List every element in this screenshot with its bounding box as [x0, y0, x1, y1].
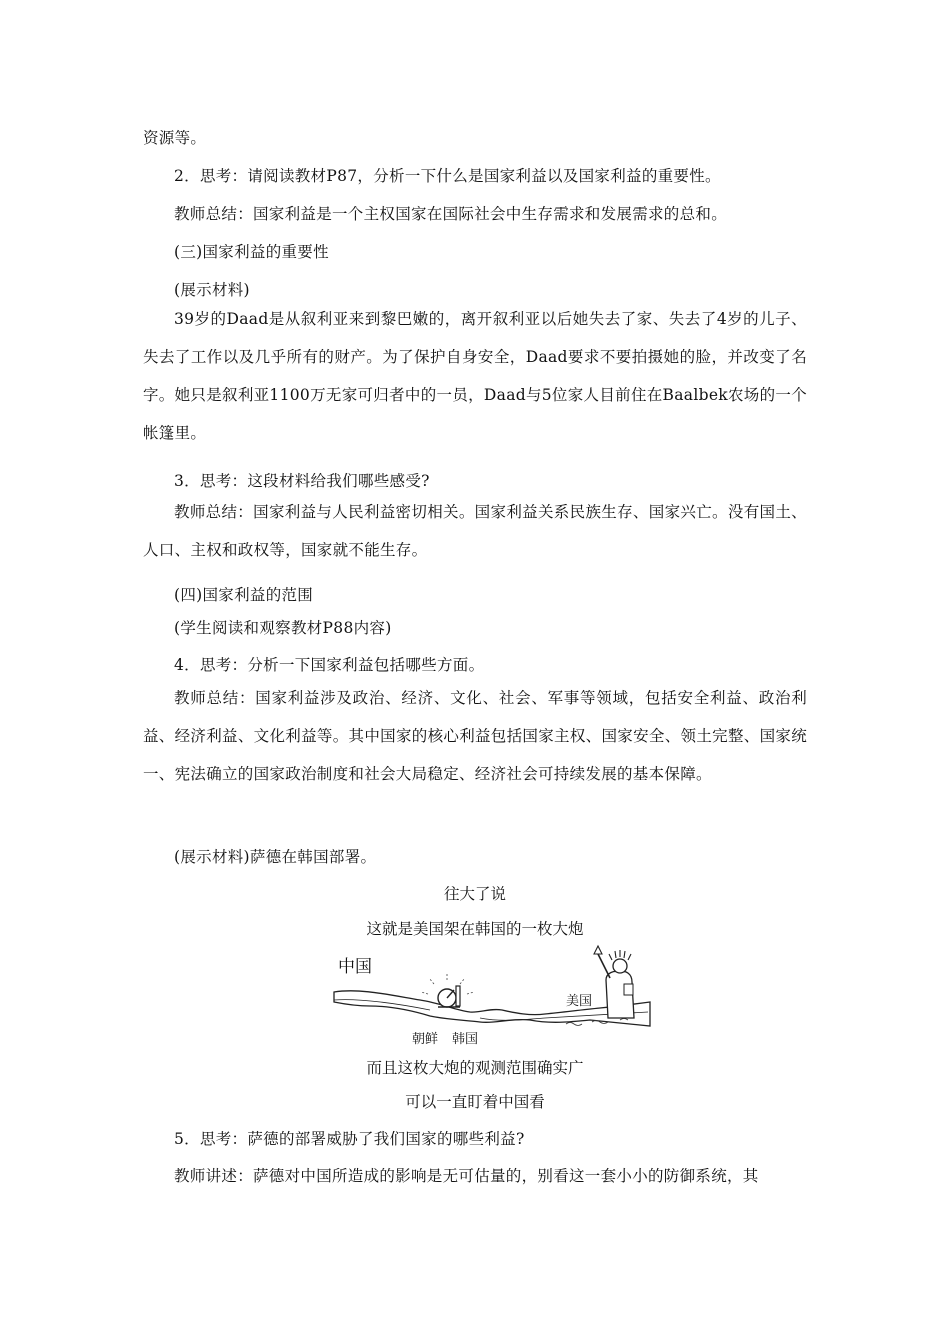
- show-material-thaad: (展示材料)萨德在韩国部署。: [174, 848, 377, 866]
- student-reading-note: (学生阅读和观察教材P88内容): [174, 619, 392, 637]
- teacher-summary-2: 教师总结：国家利益与人民利益密切相关。国家利益关系民族生存、国家兴亡。没有国土、人口、主权和政权等，国家就不能生存。: [143, 503, 807, 559]
- teacher-summary-1: 教师总结：国家利益是一个主权国家在国际社会中生存需求和发展需求的总和。: [174, 205, 728, 223]
- teacher-narration: 教师讲述：萨德对中国所造成的影响是无可估量的，别看这一套小小的防御系统，其: [174, 1167, 759, 1185]
- section-heading-3: (三)国家利益的重要性: [174, 243, 329, 261]
- question-2: 2．思考：请阅读教材P87，分析一下什么是国家利益以及国家利益的重要性。: [174, 167, 721, 185]
- figure-caption-top-2: 这就是美国架在韩国的一枚大炮: [366, 920, 584, 938]
- figure-caption-top-1: 往大了说: [443, 885, 506, 903]
- material-paragraph: 39岁的Daad是从叙利亚来到黎巴嫩的，离开叙利亚以后她失去了家、失去了4岁的儿子、失去了工作以及几乎所有的财产。为了保护自身安全，Daad要求不要拍摄她的脸，并改变了名字。她只是叙利亚1100万无家可归者中的一员，Daad与5位家人目前住在Baalbek农场的一个帐篷里。: [143, 310, 807, 442]
- section-heading-4: (四)国家利益的范围: [174, 586, 314, 604]
- show-material-note: (展示材料): [174, 281, 250, 299]
- paragraph-continuation: 资源等。: [143, 129, 207, 147]
- question-4: 4．思考：分析一下国家利益包括哪些方面。: [174, 656, 485, 674]
- figure-caption-bottom-2: 可以一直盯着中国看: [405, 1093, 545, 1111]
- question-3: 3．思考：这段材料给我们哪些感受?: [174, 472, 430, 490]
- statue-of-liberty-icon: [594, 946, 634, 1018]
- label-north-korea: 朝鲜: [412, 1032, 439, 1047]
- thaad-cartoon-illustration: [330, 940, 660, 1050]
- label-south-korea: 韩国: [452, 1032, 479, 1047]
- cartoon-drawing: [330, 940, 660, 1050]
- label-usa: 美国: [566, 994, 593, 1009]
- figure-caption-bottom-1: 而且这枚大炮的观测范围确实广: [366, 1059, 584, 1077]
- question-5: 5．思考：萨德的部署威胁了我们国家的哪些利益?: [174, 1130, 525, 1148]
- teacher-summary-3: 教师总结：国家利益涉及政治、经济、文化、社会、军事等领域，包括安全利益、政治利益、经济利益、文化利益等。其中国家的核心利益包括国家主权、国家安全、领土完整、国家统一、宪法确立的国家政治制度和社会大局稳定、经济社会可持续发展的基本保障。: [143, 689, 807, 783]
- label-china: 中国: [338, 957, 372, 977]
